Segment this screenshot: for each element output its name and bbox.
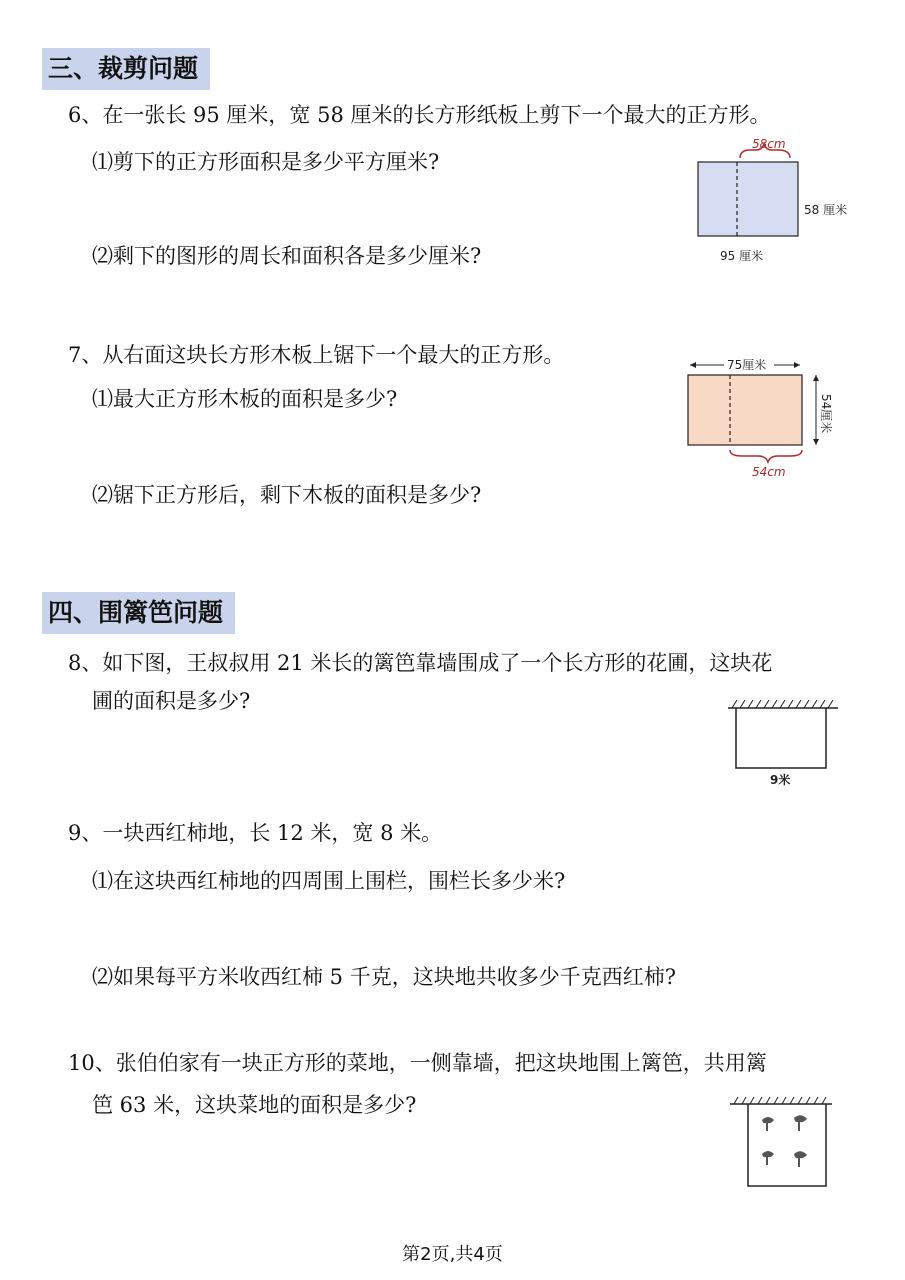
q6-top-label: 58cm <box>752 137 786 151</box>
q8-wall-hatching <box>732 700 833 708</box>
q10-vegetable-icons <box>762 1115 807 1167</box>
q10-vegetable-plot-figure <box>726 1094 836 1194</box>
q9-stem: 9、一块西红柿地，长 12 米，宽 8 米。 <box>68 821 443 845</box>
q7-part2: ⑵锯下正方形后，剩下木板的面积是多少? <box>92 483 482 507</box>
q8-line2: 圃的面积是多少? <box>92 689 251 713</box>
q7-board-rect <box>688 375 802 445</box>
q6-part1: ⑴剪下的正方形面积是多少平方厘米? <box>92 150 440 174</box>
q8-bottom-label: 9米 <box>770 773 791 787</box>
q8-line1: 8、如下图，王叔叔用 21 米长的篱笆靠墙围成了一个长方形的花圃，这块花 <box>68 651 773 675</box>
q7-rectangle-figure <box>680 350 840 485</box>
q8-fence <box>736 708 826 768</box>
q10-fence <box>748 1104 826 1186</box>
q7-part1: ⑴最大正方形木板的面积是多少? <box>92 387 398 411</box>
q10-line1: 10、张伯伯家有一块正方形的菜地，一侧靠墙，把这块地围上篱笆，共用篱 <box>68 1051 767 1075</box>
q7-top-label: 75厘米 <box>727 358 767 372</box>
q7-brace <box>730 450 802 462</box>
q6-bottom-label: 95 厘米 <box>720 249 764 263</box>
q7-bottom-label: 54cm <box>752 465 786 479</box>
q9-part2: ⑵如果每平方米收西红柿 5 千克，这块地共收多少千克西红柿? <box>92 965 676 989</box>
q10-line2: 笆 63 米，这块菜地的面积是多少? <box>92 1093 417 1117</box>
section-title-cutting: 三、裁剪问题 <box>42 48 210 90</box>
q6-rectangle-figure <box>690 130 890 270</box>
q7-stem: 7、从右面这块长方形木板上锯下一个最大的正方形。 <box>68 343 565 367</box>
page-footer: 第2页,共4页 <box>402 1244 503 1265</box>
q6-part2: ⑵剩下的图形的周长和面积各是多少厘米? <box>92 244 482 268</box>
q8-garden-figure <box>724 696 844 791</box>
q6-board-rect <box>698 162 798 236</box>
section-title-fencing: 四、围篱笆问题 <box>42 592 235 634</box>
q7-right-label: 54厘米 <box>819 394 833 434</box>
q10-wall-hatching <box>734 1097 826 1104</box>
q9-part1: ⑴在这块西红柿地的四周围上围栏，围栏长多少米? <box>92 869 566 893</box>
q6-stem: 6、在一张长 95 厘米，宽 58 厘米的长方形纸板上剪下一个最大的正方形。 <box>68 103 771 127</box>
q6-right-label: 58 厘米 <box>804 203 848 217</box>
